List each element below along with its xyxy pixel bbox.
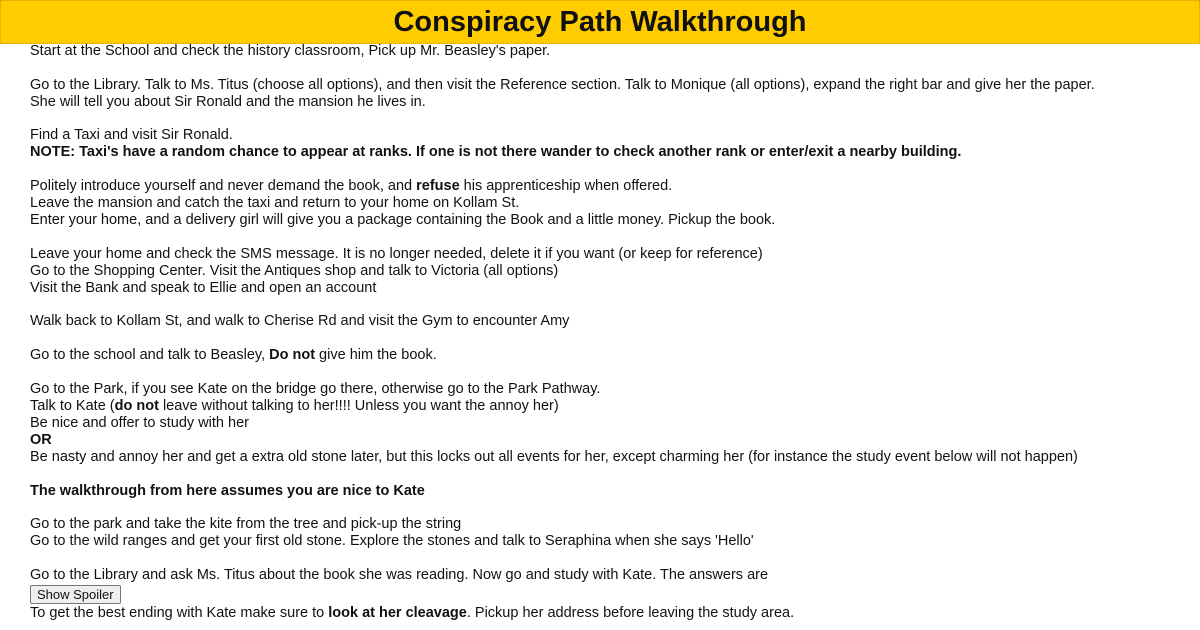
page-title: Conspiracy Path Walkthrough xyxy=(393,5,807,38)
taxi-note: NOTE: Taxi's have a random chance to appear at ranks. If one is not there wander to check another rank or enter/exit a nearby building. xyxy=(30,144,962,161)
step-best-ending-text-end: . Pickup her address before leaving the study area. xyxy=(466,604,795,621)
step-school: Start at the School and check the history classroom, Pick up Mr. Beasley's paper. xyxy=(30,43,551,59)
step-leave-mansion: Leave the mansion and catch the taxi and return to your home on Kollam St. xyxy=(30,195,520,212)
step-best-ending-text: To get the best ending with Kate make sure to xyxy=(30,604,329,621)
step-talk-kate-text-end: leave without talking to her!!!! Unless you want the annoy her) xyxy=(158,397,559,414)
step-introduce-text: Politely introduce yourself and never demand the book, and xyxy=(30,178,417,195)
nice-path-heading: The walkthrough from here assumes you are nice to Kate xyxy=(30,482,425,499)
step-introduce xyxy=(30,178,1180,195)
step-taxi: Find a Taxi and visit Sir Ronald. xyxy=(30,127,233,144)
step-beasley-text-end: give him the book. xyxy=(315,347,437,364)
step-shopping: Go to the Shopping Center. Visit the Antiques shop and talk to Victoria (all options) xyxy=(30,262,559,279)
step-beasley-text: Go to the school and talk to Beasley, xyxy=(30,347,270,364)
step-park: Go to the Park, if you see Kate on the bridge go there, otherwise go to the Park Pathway. xyxy=(30,380,601,397)
walkthrough-content xyxy=(30,43,1180,622)
show-spoiler-button[interactable]: Show Spoiler xyxy=(30,585,121,604)
step-enter-home: Enter your home, and a delivery girl will give you a package containing the Book and a little money. Pickup the book. xyxy=(30,212,776,229)
do-not-leave-emphasis: do not xyxy=(114,397,159,414)
step-beasley xyxy=(30,347,1180,364)
step-library: Go to the Library. Talk to Ms. Titus (choose all options), and then visit the Reference section. Talk to Monique (all options), expand the right bar and give her the paper. xyxy=(30,76,1095,93)
refuse-emphasis: refuse xyxy=(416,178,460,195)
step-introduce-text-end: his apprenticeship when offered. xyxy=(459,178,673,195)
step-talk-kate xyxy=(30,398,1180,415)
step-sms: Leave your home and check the SMS message. It is no longer needed, delete it if you want (or keep for reference) xyxy=(30,245,763,262)
step-best-ending xyxy=(30,605,1180,622)
step-kite: Go to the park and take the kite from the tree and pick-up the string xyxy=(30,516,462,533)
do-not-emphasis: Do not xyxy=(269,347,316,364)
step-be-nasty: Be nasty and annoy her and get a extra old stone later, but this locks out all events for her, except charming her (for instance the study event below will not happen) xyxy=(30,448,1078,465)
spoiler-row xyxy=(30,584,1180,605)
or-label: OR xyxy=(30,431,52,448)
step-study-kate: Go to the Library and ask Ms. Titus about the book she was reading. Now go and study with Kate. The answers are xyxy=(30,566,769,583)
step-talk-kate-text: Talk to Kate ( xyxy=(30,397,115,414)
title-banner xyxy=(0,0,1200,44)
step-be-nice: Be nice and offer to study with her xyxy=(30,414,249,431)
step-bank: Visit the Bank and speak to Ellie and open an account xyxy=(30,279,377,296)
step-sir-ronald-info: She will tell you about Sir Ronald and the mansion he lives in. xyxy=(30,93,426,110)
cleavage-emphasis: look at her cleavage xyxy=(328,604,467,621)
step-wild-ranges: Go to the wild ranges and get your first old stone. Explore the stones and talk to Seraphina when she says 'Hello' xyxy=(30,533,754,550)
step-gym: Walk back to Kollam St, and walk to Cherise Rd and visit the Gym to encounter Amy xyxy=(30,313,570,330)
